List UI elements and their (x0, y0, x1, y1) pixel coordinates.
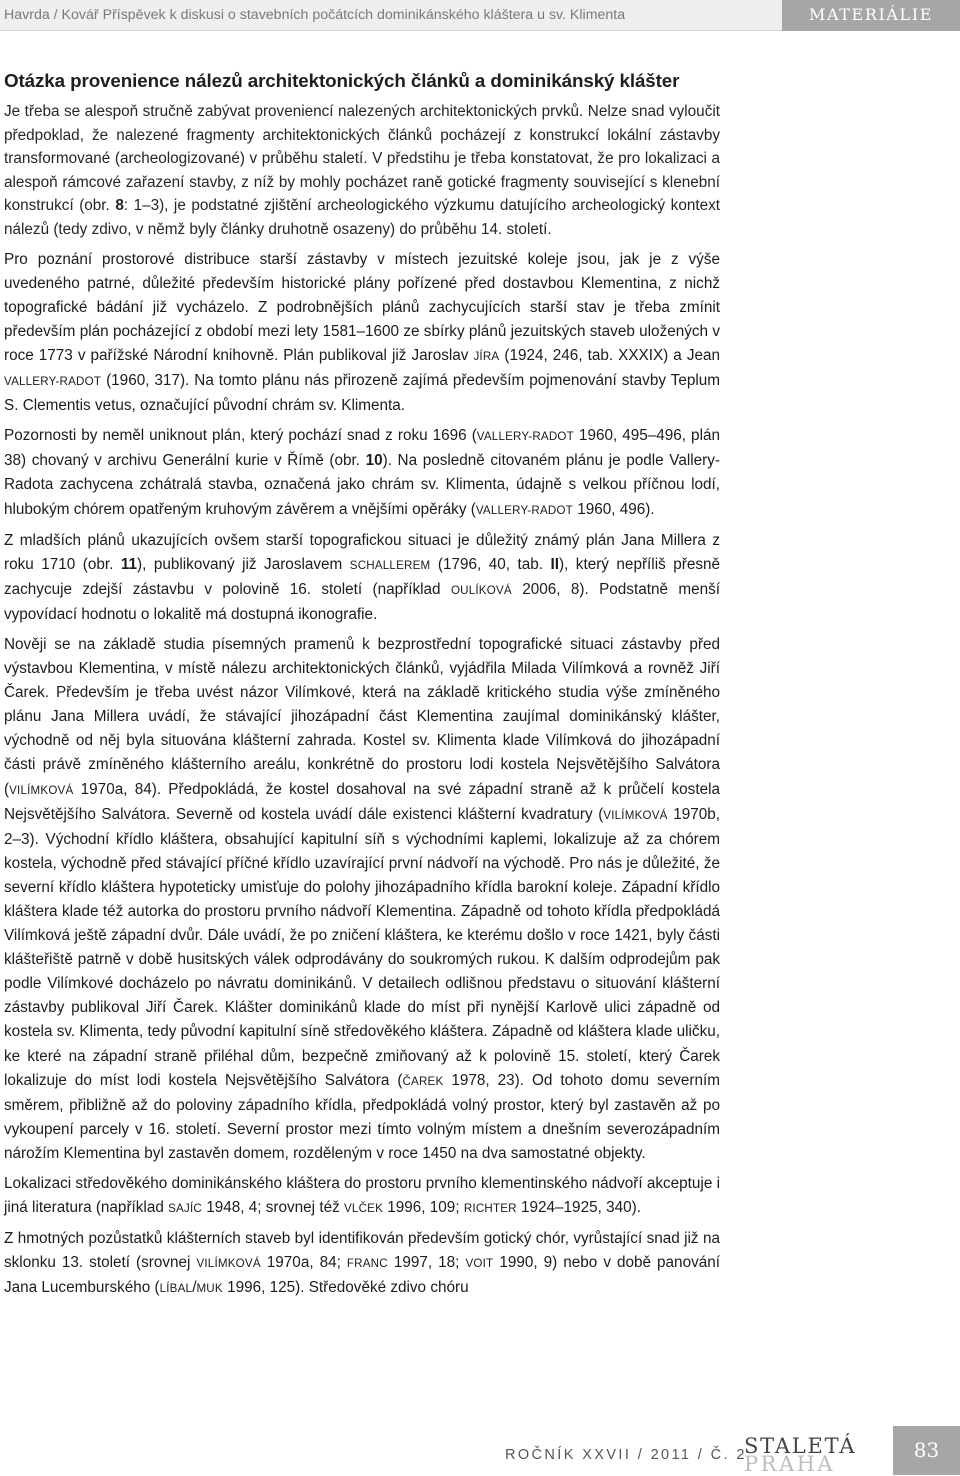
issue-label: ROČNÍK XXVII / 2011 / Č. 2 (505, 1447, 747, 1463)
text-run: (1960, 317). Na tomto plánu nás přirozeně zajímá především pojmenování stavby Teplum S. Clementis vetus, označující původní chrám sv. Klimenta. (4, 372, 720, 415)
text-run: (1924, 246, tab. XXXIX) a Jean (499, 346, 721, 364)
text-run: 1997, 18; (387, 1254, 466, 1272)
author-name: SCHALLEREM (349, 558, 431, 572)
text-run: (1796, 40, tab. (430, 555, 551, 573)
paragraph-6 (4, 1227, 720, 1301)
text-run: ), publikovaný již Jaroslavem (137, 555, 350, 573)
author-name: VLČEK (343, 1202, 384, 1216)
author-name: FRANC (346, 1257, 388, 1271)
author-name: VILÍMKOVÁ (9, 783, 74, 797)
text-run: 1996, 125). Středověké zdivo chóru (222, 1279, 469, 1297)
figure-ref: 11 (120, 555, 138, 573)
text-run: Nověji se na základě studia písemných pramenů k bezprostřední topografické situaci zástavby před výstavbou Klementina, v místě nálezu architektonických článků, vyjádřila Milada Vilímková a rovněž Jiří Čarek. Především je třeba uvést názor Vilímkové, která na základě kritického studia výše zmíněného plánu Jana Millera uvádí, že stávající jihozápadní část Klementina zaujímal dominikánský klášter, východně od něj byla situována klášterní zahrada. Kostel sv. Klimenta klade Vilímková do jihozápadní části právě zmíněného klášterního areálu, konkrétně do prostoru lodi kostela Nejsvětějšího Salvátora ( (4, 635, 720, 798)
text-run: Je třeba se alespoň stručně zabývat proveniencí nalezených architektonických prvků. Nelze snad vyloučit předpoklad, že nalezené fragmenty architektonických článků pocházejí z konstrukcí lokální zástavby transformované (archeologizované) v průběhu staletí. V předstihu je třeba konstatovat, že pro lokalizaci a alespoň rámcové zařazení stavby, z níž by mohly pocházet raně gotické fragmenty související s klenební konstrukcí (obr. (4, 103, 720, 215)
running-header (0, 0, 782, 31)
text-run: 1970b, 2–3). Východní křídlo kláštera, obsahující kapitulní síň s východními kaplemi, lokalizuje až za chórem kostela, východně před stávající příčné křídlo uzavírající první nádvoří na východě. Pro nás je důležité, že severní křídlo kláštera hypoteticky umisťuje do polohy jihozápadního křídla barokní koleje. Západní křídlo kláštera klade též autorka do prostoru prvního nádvoří Klementina. Západně od tohoto křídla předpokládá Vilímková ještě západní dvůr. Dále uvádí, že po zničení kláštera, ke kterému došlo v roce 1421, byly části klášteřiště patrně v době husitských válek odprodávány do soukromých rukou. K dalším odprodejům pak podle Vilímkové docházelo po návratu dominikánů. V detailech odlišnou představu o situování klášterní zástavby publikoval Jiří Čarek. Klášter dominikánů klade do míst při nynější Karlově ulici západně od kostela sv. Klimenta, tedy původní kapitulní síně středověkého kláštera. Západně od kláštera klade uličku, ke které na západní straně přiléhal dům, bezpečně zmiňovaný až k polovině 15. století, který Čarek lokalizuje do míst lodi kostela Nejsvětějšího Salvátora ( (4, 805, 720, 1089)
paragraph-2 (4, 424, 720, 522)
page-number-box (893, 1426, 960, 1475)
author-name: VOIT (465, 1257, 494, 1271)
paragraph-3 (4, 529, 720, 627)
text-run: 1960, 495–496, plán 38) chovaný v archivu Generální kurie v Římě (obr. (4, 427, 720, 470)
running-title: Havrda / Kovář Příspěvek k diskusi o stavebních počátcích dominikánského kláštera u sv. Klimenta (4, 7, 626, 23)
text-run: 1960, 496). (572, 500, 655, 518)
text-run: 1996, 109; (383, 1199, 464, 1217)
author-name: MUK (196, 1282, 223, 1296)
text-run: 1970a, 84; (260, 1254, 347, 1272)
paragraph-1 (4, 248, 720, 419)
author-name: RICHTER (463, 1202, 517, 1216)
text-run: Lokalizaci středověkého dominikánského kláštera do prostoru prvního klementinského nádvoří akceptuje i jiná literatura (například (4, 1175, 720, 1217)
author-name: OULÍKOVÁ (450, 583, 512, 597)
lead-paragraph (4, 100, 720, 242)
text-run: ). Na posledně citovaném plánu je podle Vallery-Radota zachycena zchátralá stavba, označená jako chrám sv. Klimenta, údajně s velkou příčnou lodí, hlubokým chórem opatřeným kruhovým závěrem a vnějšími opěráky ( (4, 452, 720, 518)
text-run: 1970a, 84). Předpokládá, že kostel dosahoval na své západní straně až k průčelí kostela Nejsvětějšího Salvátora. Severně od kostela uvádí dále existenci klášterní kvadratury ( (4, 780, 720, 823)
author-name: SAJÍC (168, 1202, 202, 1216)
author-name: VALLERY-RADOT (476, 430, 574, 444)
text-run: : 1–3), je podstatné zjištění archeologického výzkumu datujícího archeologický kontext nálezů (tedy zdivo, v němž byly články druhotně osazeny) do průběhu 14. století. (4, 197, 720, 238)
text-run: 1924–1925, 340). (516, 1199, 641, 1217)
text-run: 1978, 23). Od tohoto domu severním směrem, přibližně až do poloviny západního křídla, předpokládá volný prostor, který byl zastavěn až po vykoupení parcely v 16. století. Severní prostor mezi tímto volným místem a dnešním severozápadním nárožím Klementina byl zastavěn domem, rozděleným v roce 1450 na dva samostatné objekty. (4, 1071, 720, 1162)
text-run: Pro poznání prostorové distribuce starší zástavby v místech jezuitské koleje jsou, jak je z výše uvedeného patrné, důležité především historické plány pořízené před dostavbou Klementina, z nichž topografické bádání již vycházelo. Z podrobnějších plánů zachycujících starší stav je třeba zmínit především plán pocházející z období mezi lety 1581–1600 ze sbírky plánů jezuitských staveb uložených v roce 1773 v pařížské Národní knihovně. Plán publikoval již Jaroslav (4, 250, 720, 364)
logo-line-2: PRAHA (744, 1452, 836, 1476)
author-name: JÍRA (473, 349, 500, 363)
text-run: Z mladších plánů ukazujících ovšem starší topografickou situaci je důležitý známý plán Jana Millera z roku 1710 (obr. (4, 531, 720, 573)
text-run: 1948, 4; srovnej též (201, 1199, 344, 1217)
author-name: VILÍMKOVÁ (603, 808, 668, 822)
section-label: MATERIÁLIE (809, 5, 933, 24)
paragraph-4 (4, 633, 720, 1166)
paragraph-5 (4, 1172, 720, 1221)
section-heading: Otázka provenience nálezů architektonických článků a dominikánský klášter (4, 70, 680, 91)
section-label-box (782, 0, 960, 31)
staleta-praha-logo (744, 1434, 868, 1474)
text-run: Z hmotných pozůstatků klášterních staveb byl identifikován především gotický chór, vyrůstající snad již na sklonku 13. století (srovnej (4, 1230, 720, 1272)
figure-ref: 8 (115, 197, 124, 215)
page-number: 83 (913, 1438, 940, 1462)
text-run: / (192, 1279, 197, 1297)
article-body (4, 70, 720, 1308)
text-run: 2006, 8). Podstatně menší vypovídací hodnotu o lokalitě má dostupná ikonografie. (4, 580, 720, 623)
author-name: VALLERY-RADOT (475, 503, 573, 517)
logo-line-1: STALETÁ (744, 1434, 857, 1458)
author-name: LÍBAL (159, 1282, 193, 1296)
text-run: 1990, 9) nebo v době panování Jana Lucemburského ( (4, 1254, 720, 1297)
figure-ref: II (550, 555, 559, 573)
author-name: VALLERY-RADOT (4, 375, 102, 389)
author-name: ČAREK (402, 1074, 444, 1088)
author-name: VILÍMKOVÁ (196, 1257, 261, 1271)
text-run: ), který nepříliš přesně zachycuje zdejší zástavbu v polovině 16. století (například (4, 555, 720, 598)
figure-ref: 10 (365, 452, 383, 470)
text-run: Pozornosti by neměl uniknout plán, který pochází snad z roku 1696 ( (4, 427, 477, 445)
